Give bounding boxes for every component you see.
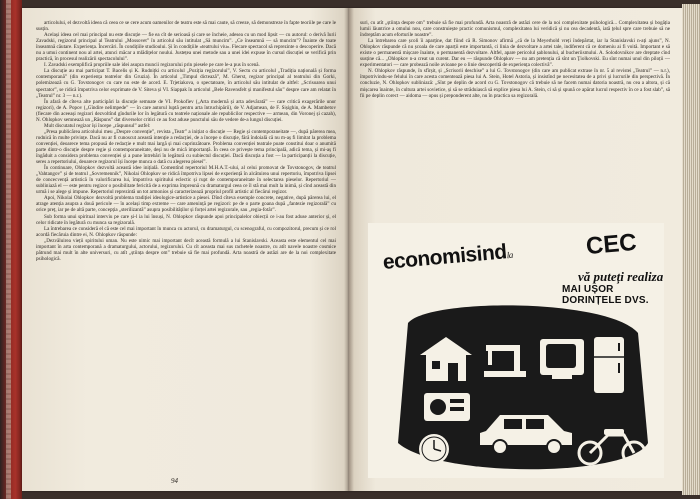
- page-number: 94: [171, 477, 178, 485]
- paragraph: N. Ohlopkov răspunde, în sfîrșit, și „Scrisorii deschise” a lui G. Tovstonogov (din care am publicat extrase în nr. 5 al revistei „Teatrul” — n.r.), împotrivindu-se felului în care acesta comentează piesa lui A. Stein, Hotel Astoria, și insistînd pe necesitatea de a privi și lucrurile din perspectivă. În concluzie, N. Ohlopkov subliniază: „Sînt pe deplin de acord cu G. Tovstonogov că trebuie să ne facem numai datoria noastră, nu cea a altora, și că mișcarea înainte, în cultura artei sovietice, și să se străduiască să explice piesa lui A. Stein, ci să și spună ce apărat lucrul respectiv în ce a fost slab”, să fii pe deplin corect — aidoma — opus și preponderent alte, nu în practica sa regizorală.: [360, 68, 670, 99]
- cec-advertisement: [368, 223, 664, 478]
- paragraph: „Dezvăluirea vieții spiritului uman. Nu este nimic mai important decît această formulă a lui Stanislavski. Aceasta este elementul cel mai important în arta contemporană a dramaturgului, actorului, regizorului. Cu cît aceasta mai sus rachetele noastre, cu atît navele noastre cosmice pătrund mai mult în alte universuri, cu atît „știința despre om” trebuie să fie mai profundă. Arta noastră de astăzi are de la noi complexitate psihologică.: [36, 237, 336, 262]
- paragraph: În continuare, Ohlopkov dezvoltă această idee inițială. Comentînd repertoriul M.H.A.T.-ului, al celui promovat de Tovstonogov, de teatrul „Vahtangov” și de teatrul „Sovremennik”, Nikolai Ohlopkov se ridică împotriva lipsei de experiență în alcătuirea unui repertoriu, împotriva lipsei de concecvență artistică în valorificarea lui, împotriva spiritului eclectic și rupt de contemporaneitate în selectarea pieselor. Repertoriul — subliniază el — este pentru regizor o posibilitate fericită de a exprima împreună cu dramaturgul ceea ce îl stă mai mult la inimă, și cînd această din urmă i se alege și impune. Repertoriul reprezintă un tot armonios și caracterizează propriul profil artistic al fiecărui regizor.: [36, 165, 336, 196]
- cover-binding-strip: [6, 0, 11, 499]
- paragraph: I. Zavadski exemplifică propriile sale idei asupra muncii regizorului prin piesele pe care le-a pus în scenă.: [44, 62, 260, 69]
- page-edges: [682, 4, 700, 495]
- paragraph: Sub forma unui spiritual interviu pe care și-l ia lui însuși, N. Ohlopkov răspunde apoi principalelor obiecții ce i-au fost aduse anterior și, el celor ridicate în legătură cu munca sa regizorală.: [36, 213, 336, 226]
- ad-headline: [382, 240, 514, 275]
- paragraph: Apoi, Nikolai Ohlopkov dezvoltă problema tradiției ideologice-artistice a piesei. Dînd cîteva exemple concrete, negative, după părerea lui, el atrage atenția asupra a două pericole — în același timp extreme — care amenință pe regizori: pe de o parte goana după „fantezie regizorală” cu orice preț, iar pe de altă parte, concepția „sterilizantă” asupra posibilităților și forței artei regizorale, sau „regia-fotăr”.: [36, 195, 336, 214]
- ad-illustration: [368, 293, 664, 478]
- tv-icon: [540, 339, 584, 379]
- refrigerator-icon: [594, 337, 624, 393]
- paragraph: Mult discutatul regizor își începe „răspunsul” astfel:: [44, 122, 151, 129]
- paragraph: Același ideea cel mai principal nu este discuție — fie ea cît de serioasă și care se încheie, adesea cu un mod lipsit — cu autorul: o derivă Iurii Zavadski, regizorul principal al Teatrului „Mossovet” în articolul său intitulat „Să muncim”. „Ce înseamnă — să muncim”? Înainte de toate înseamnă căutare. Experiența. Încercări. În condițiile studioului. Și în condițiile «teatrului viu». Fiecare spectacol să reprezinte o descoperire. Dacă nu a umui continent nou al artei, atunci măcar a mlădițelor noului. Justețea unei metode sau a unei idei expuse în cursul discuției se verifică prin practică, în procesul realizării spectacolului”.: [36, 32, 336, 63]
- radio-icon: [424, 393, 470, 421]
- left-page-text: [36, 20, 336, 472]
- right-page-text: [360, 20, 670, 212]
- paragraph: La întrebarea ce consideră el că este cel mai important în munca cu actorul, cu dramaturgul, cu scenograful, cu compozitorul, precum și ce rol acordă fiecăruia dintre ei, N. Ohlopkov răspunde:: [36, 225, 336, 238]
- ad-tagline-2: MAI UȘOR DORINȚELE DVS.: [562, 284, 649, 306]
- paragraph: suri, cu atît „știința despre om” trebuie să fie mai profundă. Arta noastră de astăzi cere de la noi complexitate psihologică... Complexitatea și bogăția lumii lăuntrice a omului nou, care construiește practic comunismul, complexitatea lui veridică și nu cea decadentă, iată ţelul spre care trebuie să ne îndreptăm acum eforturile noastre”.: [360, 20, 670, 39]
- paragraph: La întrebarea care școli îi aparține, dat fiind că R. Simonov afirmă „că de la Meyerhold vreți îndepărtat, iar la Stanislavski n-ați ajuns”, N. Ohlopkov răspunde că nu școala de care aparții este importantă, ci linia de dezvoltare a artei tale, indiferent că ce domeniu ai fi voită. Important e să existe o permanentă mișcare înainte, o permanentă dezvoltare. Altfel, apare pericolul șablonului, al bucheriismului. A. Solodovnikov are dreptate cînd susține că... „Ohlopkov n-a creat un curent. Dar eu — răspunde Ohlopkov — nu am pretenția că sînt un Ţiolkovski. Eu sînt numai unul din piloții — experimentatori — care probează noile avioane pe o linie descoperită de experiența colectivă”.: [360, 38, 670, 69]
- ad-tagline-1: vă puteți realiza: [578, 269, 664, 284]
- paragraph: La discuție au mai participat T. Bacelis și K. Rudnițki cu articolul „Poziția regizorului”, V. Sectu cu articolul „Tradiția națională și forma contemporană” (din experiența teatrelor din Gruzia). În articolul „Timpul dictează”, M. Gherst, regizor principal al teatrului din Gorki, polemizează cu G. Tovstonogov cu care nu este de acord. E. Trjetiakova, o spectatoare, în articolul său intitulat de altfel: „Scrisoarea unui spectator”, se ridică împotriva celor exprimate de V. Siteva și VI. Siappak în articolul „Bele Ravensfelt și manifestul său” despre care am relatat în „Teatrul” nr. 3 — n.r.).: [36, 68, 336, 99]
- paragraph: În afară de cîteva alte participări la discuție semnate de VI. Prokofiev („Arta modernă și arta adevărată” — care critică exagerările unor regizori), de A. Popov („Gîndire nelimpede” — în care autorul luptă pentru arta întruchipării), de V. Adjamean, de F. Sișighin, de A. Mambetov (fiecare din aceeași regizori dezvoltînd gîndurile lor în legătură cu teatrele naționale ale republicilor respective — armean, din Voronej și cazah), N. Ohlopkov semnează un „Răspuns” dat diverselor critici ce au fost aduse punctului său de vedere de-a lungul discuției.: [36, 98, 336, 123]
- ad-headline-word: economisind: [381, 240, 508, 275]
- paragraph: „Presa publicărea articolului meu „Despre convenție”, revista „Teatr” a inițiat o discuție — Regie și contemporaneitate —, după părerea mea, rodnică în multe privințe. Dacă nu ar fi cunoscut această intenție a redacției, de a începe o discuție, fără îndoială că nu m-aș fi limitat la problema convenției, deoarece tema propusă de redacție e mult mai largă și mai cuprinzătoare. Problema convenției teatrale poate constitui doar o anumită parte dintr-o discuție despre regie și contemporaneitate, deși nu de mică importanță. În ceea ce privește tema principală, adică tema, și mi-aș fi îngăduit a considera problema convenției și a pune întrebări în legătură cu subiectul discuției. Dacă discuția a fost — la participanții la discuție, seres a repertoriului, deoarece regizorul își începe munca o dată cu alegerea piesei”.: [36, 128, 336, 166]
- book-gutter: [344, 8, 354, 491]
- ad-connector: la: [506, 249, 514, 261]
- paragraph: articolului, el dezvoltă ideea că ceea ce se cere acum oamenilor de teatru este să mai caute, să creeze, să demonstreze în fapte teoriile pe care le susțin.: [36, 20, 336, 33]
- clock-icon: [419, 434, 449, 464]
- ad-brand: CEC: [584, 228, 638, 261]
- book-cover-edge: [0, 0, 22, 499]
